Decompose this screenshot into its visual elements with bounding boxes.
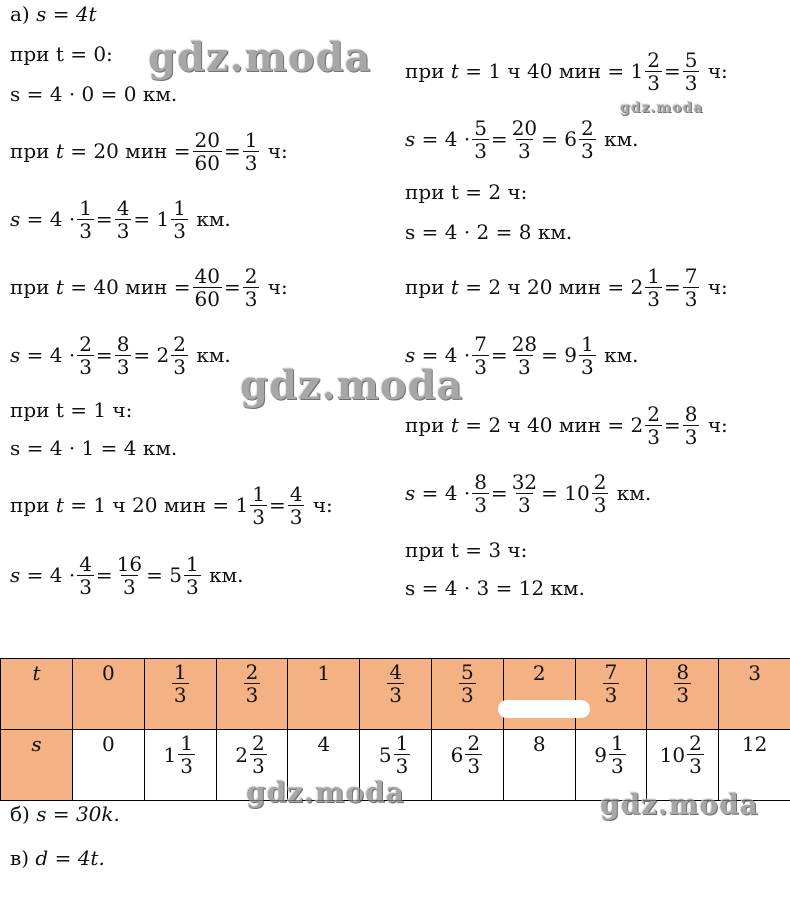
left-s1-line: s = 4 · 1 = 4 км. xyxy=(10,436,178,460)
table-t-cell: $\frac{2}{3}$ xyxy=(216,659,288,730)
table-s-cell: 10 2 3 xyxy=(647,730,719,801)
right-t2-line: при t = 2 ч: xyxy=(405,180,528,204)
table-t-cell: $\frac{1}{3}$ xyxy=(144,659,216,730)
table-s-cell: 6 2 3 xyxy=(431,730,503,801)
left-s0-line: s = 4 · 0 = 0 км. xyxy=(10,82,178,106)
left-t-20min-line: при t = 20 мин = 20 60 = 1 3 ч: xyxy=(10,127,288,175)
table-t-cell: $\frac{4}{3}$ xyxy=(360,659,432,730)
table-s-cell: 9 1 3 xyxy=(575,730,647,801)
right-t-1h40-line: при t = 1 ч 40 мин = 1 2 3 = 5 3 ч: xyxy=(405,47,728,95)
right-s-1h40-line: s = 4 · 5 3 = 20 3 = 6 2 3 км. xyxy=(405,115,639,163)
part-a-formula: а) s = 4t xyxy=(10,2,97,26)
right-s2-line: s = 4 · 2 = 8 км. xyxy=(405,220,573,244)
table-t-cell: 1 xyxy=(288,659,360,730)
table-t-cell: 0 xyxy=(73,659,145,730)
left-t1-line: при t = 1 ч: xyxy=(10,398,133,422)
table-s-cell: 1 1 3 xyxy=(144,730,216,801)
table-s-cell: 0 xyxy=(73,730,145,801)
left-s-1h20-line: s = 4 · 4 3 = 16 3 = 5 1 3 км. xyxy=(10,551,244,599)
right-t-2h20-line: при t = 2 ч 20 мин = 2 1 3 = 7 3 ч: xyxy=(405,263,728,311)
part-c-formula: в) d = 4t. xyxy=(10,846,105,870)
table-s-cell: 8 xyxy=(503,730,575,801)
table-t-label: t xyxy=(1,659,73,730)
ink-blot xyxy=(498,700,590,718)
watermark: gdz.moda xyxy=(148,34,372,81)
table-s-cell: 2 2 3 xyxy=(216,730,288,801)
table-s-label: s xyxy=(1,730,73,801)
table-t-cell: 3 xyxy=(719,659,790,730)
left-t-1h20-line: при t = 1 ч 20 мин = 1 1 3 = 4 3 ч: xyxy=(10,481,333,529)
watermark: gdz.moda xyxy=(620,100,704,116)
watermark: gdz.moda xyxy=(246,776,405,809)
watermark: gdz.moda xyxy=(600,788,759,821)
part-b-formula: б) s = 30k. xyxy=(10,802,120,826)
table-t-cell: $\frac{7}{3}$ xyxy=(575,659,647,730)
table-t-cell: $\frac{8}{3}$ xyxy=(647,659,719,730)
table-s-cell: 12 xyxy=(719,730,790,801)
left-s-40min-line: s = 4 · 2 3 = 8 3 = 2 2 3 км. xyxy=(10,331,231,379)
table-row-t xyxy=(1,659,790,730)
right-t-2h40-line: при t = 2 ч 40 мин = 2 2 3 = 8 3 ч: xyxy=(405,401,728,449)
left-s-20min-line: s = 4 · 1 3 = 4 3 = 1 1 3 км. xyxy=(10,195,231,243)
watermark: gdz.moda xyxy=(240,362,464,409)
right-s-2h40-line: s = 4 · 8 3 = 32 3 = 10 2 3 км. xyxy=(405,469,652,517)
right-s-2h20-line: s = 4 · 7 3 = 28 3 = 9 1 3 км. xyxy=(405,331,639,379)
left-t-40min-line: при t = 40 мин = 40 60 = 2 3 ч: xyxy=(10,263,288,311)
table-t-cell: $\frac{5}{3}$ xyxy=(431,659,503,730)
left-t0-line: при t = 0: xyxy=(10,42,113,66)
table-s-cell: 5 1 3 xyxy=(360,730,432,801)
table-s-cell: 4 xyxy=(288,730,360,801)
right-s3-line: s = 4 · 3 = 12 км. xyxy=(405,576,585,600)
right-t3-line: при t = 3 ч: xyxy=(405,538,528,562)
table-t-cell: 2 xyxy=(503,659,575,730)
